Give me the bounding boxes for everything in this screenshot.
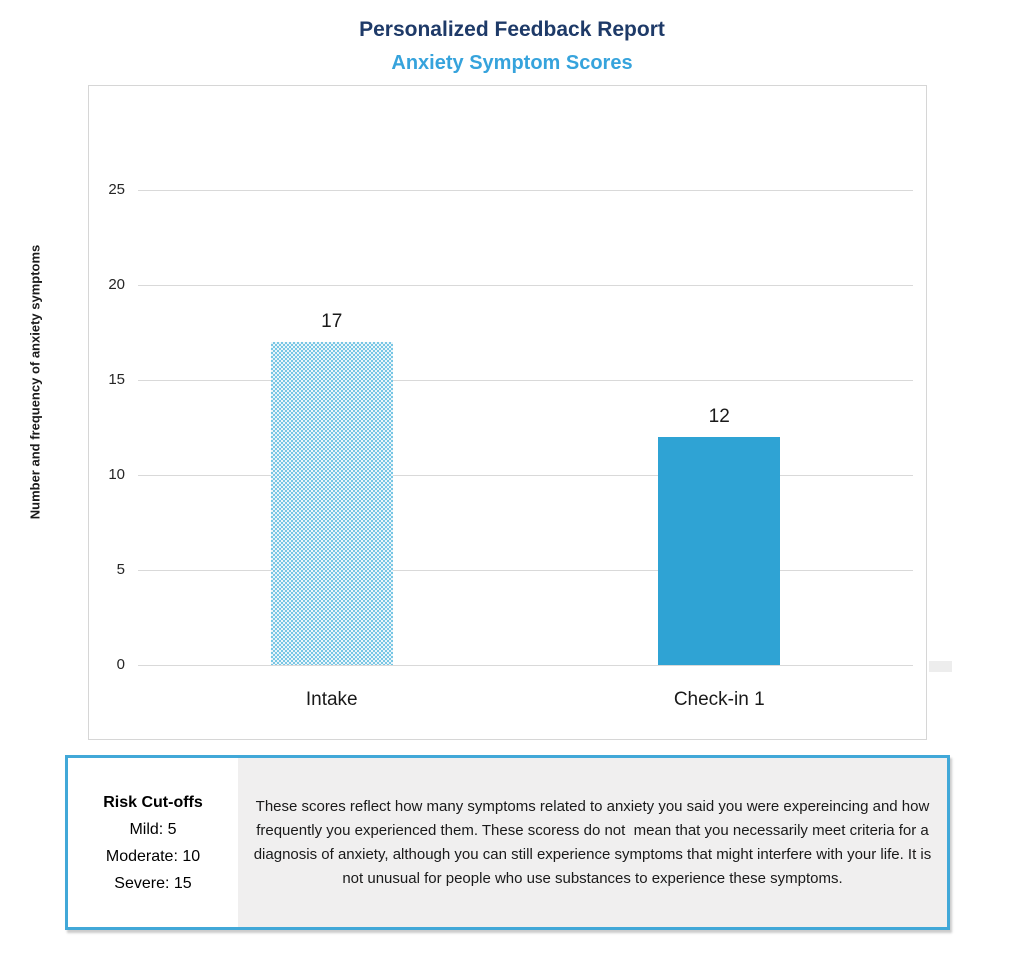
- risk-info-box: [65, 755, 950, 930]
- gridline-y-5: [138, 570, 913, 571]
- gridline-y-20: [138, 285, 913, 286]
- risk-cutoff-moderate: Moderate: 10: [105, 847, 201, 865]
- y-tick-label-25: 25: [108, 181, 125, 198]
- y-tick-label-0: 0: [116, 656, 125, 673]
- risk-cutoffs-heading: Risk Cut-offs: [103, 793, 203, 811]
- bar-value-check-in-1: 12: [708, 406, 730, 427]
- x-axis-label-intake: Intake: [305, 689, 358, 710]
- risk-cutoff-mild: Mild: 5: [129, 820, 177, 838]
- y-tick-label-10: 10: [108, 466, 125, 483]
- y-axis-title: Number and frequency of anxiety symptoms: [27, 244, 43, 520]
- risk-cutoff-severe: Severe: 15: [114, 874, 192, 892]
- gridline-y-15: [138, 380, 913, 381]
- y-tick-label-15: 15: [108, 371, 125, 388]
- plot-area: [89, 86, 926, 739]
- y-tick-label-20: 20: [108, 276, 125, 293]
- bar-value-intake: 17: [321, 311, 343, 332]
- bar-check-in-1: [658, 437, 780, 665]
- chart-title: Anxiety Symptom Scores: [391, 52, 633, 74]
- x-axis-label-check-in-1: Check-in 1: [673, 689, 765, 710]
- gridline-y-25: [138, 190, 913, 191]
- gridline-y-0: [138, 665, 913, 666]
- score-description-panel: [238, 758, 947, 927]
- risk-cutoffs-panel: [68, 758, 238, 927]
- report-title: Personalized Feedback Report: [359, 18, 665, 41]
- bar-intake: [271, 342, 393, 665]
- y-tick-label-5: 5: [116, 561, 125, 578]
- score-description: These scores reflect how many symptoms related to anxiety you said you were expereincing and how frequently you experienced them. These scoress do not mean that you necessarily meet criteria for a diagnosis of anxiety, although you can still experience symptoms that might interfere with your life. It is not unusual for people who use substances to experience these symptoms.: [253, 797, 936, 887]
- screen-artifact: [929, 661, 952, 672]
- gridline-y-10: [138, 475, 913, 476]
- bar-chart: [88, 85, 927, 740]
